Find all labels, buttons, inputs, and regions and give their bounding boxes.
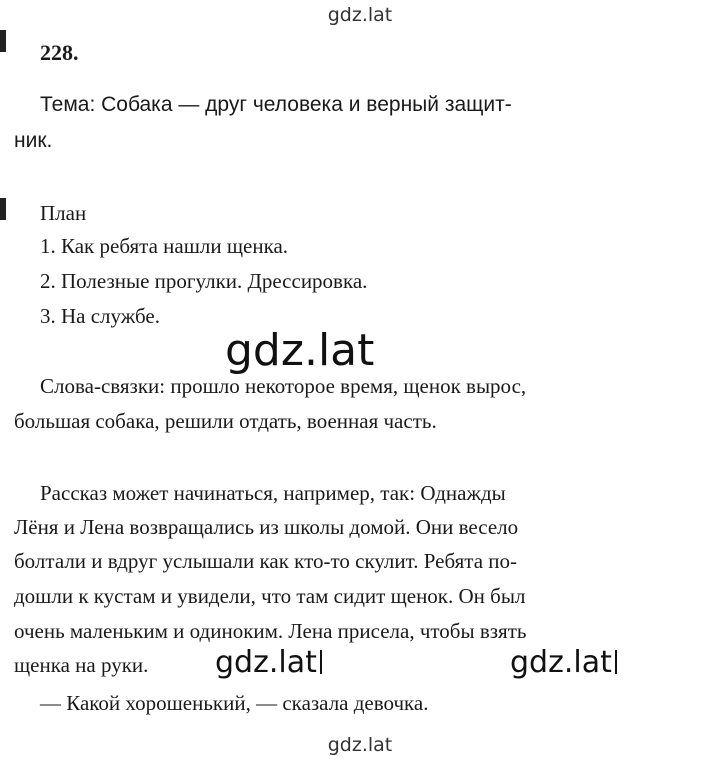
story-line-3: болтали и вдруг услышали как кто-то скулит. Ребята по- — [14, 549, 518, 573]
linking-words-line-1: Слова-связки: прошло некоторое время, щенок вырос, — [40, 374, 527, 398]
plan-item-1: 1. Как ребята нашли щенка. — [40, 234, 289, 258]
task-number: 228. — [40, 40, 79, 65]
story-dialogue: — Какой хорошенький, — сказала девочка. — [40, 691, 429, 715]
linking-words-line-2: большая собака, решили отдать, военная часть. — [14, 409, 437, 433]
theme-line-1: Тема: Собака — друг человека и верный защит- — [40, 93, 512, 116]
watermark-inline-right: gdz.lat — [510, 646, 617, 680]
watermark-top: gdz.lat — [327, 4, 393, 26]
plan-title: План — [40, 201, 87, 225]
story-line-4: дошли к кустам и увидели, что там сидит щенок. Он был — [14, 584, 526, 608]
watermark-inline-left: gdz.lat — [215, 646, 322, 680]
plan-item-3: 3. На службе. — [40, 304, 160, 328]
page-edge-mark-top — [0, 30, 6, 52]
theme-line-2: ник. — [14, 129, 53, 152]
watermark-bottom: gdz.lat — [327, 734, 393, 756]
plan-item-2: 2. Полезные прогулки. Дрессировка. — [40, 269, 368, 293]
watermark-center: gdz.lat — [225, 325, 375, 376]
story-line-2: Лёня и Лена возвращались из школы домой. Они весело — [14, 515, 519, 539]
story-line-6: щенка на руки. — [14, 653, 149, 677]
story-line-5: очень маленьким и одиноким. Лена присела, чтобы взять — [14, 619, 527, 643]
story-line-1: Рассказ может начинаться, например, так: Однажды — [40, 481, 506, 505]
page-edge-mark-middle — [0, 198, 6, 220]
